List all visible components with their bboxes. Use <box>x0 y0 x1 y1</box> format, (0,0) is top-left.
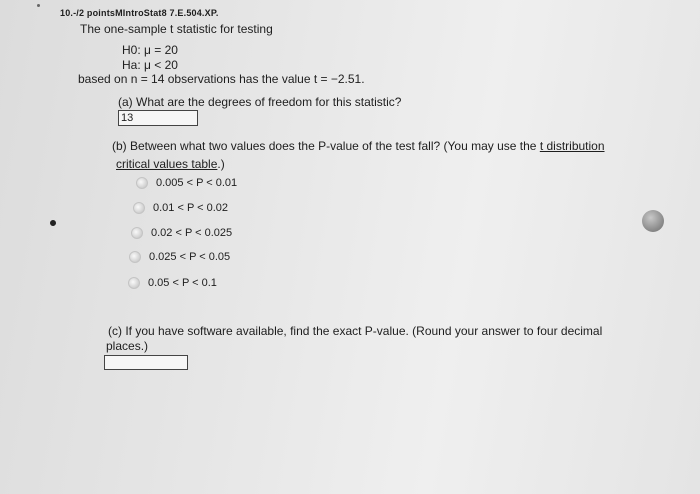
radio-icon[interactable] <box>128 277 140 289</box>
option-label: 0.01 < P < 0.02 <box>153 202 229 214</box>
observations-statement: based on n = 14 observations has the value t = −2.51. <box>78 72 365 86</box>
pvalue-option-3[interactable] <box>131 227 232 239</box>
null-hypothesis: H0: μ = 20 <box>122 43 178 57</box>
part-c-question-cont: places.) <box>106 339 149 353</box>
option-label: 0.05 < P < 0.1 <box>148 277 217 289</box>
scroll-knob-icon[interactable] <box>642 210 664 232</box>
corner-mark <box>37 4 40 7</box>
part-b-question-cont <box>116 157 225 171</box>
pvalue-option-1[interactable] <box>136 177 237 189</box>
part-a-question: (a) What are the degrees of freedom for this statistic? <box>118 95 402 109</box>
exact-pvalue-input[interactable] <box>104 355 188 370</box>
radio-icon[interactable] <box>136 177 148 189</box>
degrees-of-freedom-input[interactable]: 13 <box>118 110 198 126</box>
radio-icon[interactable] <box>129 251 141 263</box>
t-distribution-link[interactable]: t distribution <box>539 139 605 153</box>
radio-icon[interactable] <box>131 227 143 239</box>
radio-icon[interactable] <box>133 202 145 214</box>
option-label: 0.02 < P < 0.025 <box>151 227 233 239</box>
problem-header: 10.-/2 pointsMIntroStat8 7.E.504.XP. <box>60 8 219 18</box>
option-label: 0.005 < P < 0.01 <box>156 177 238 189</box>
part-b-question-end: .) <box>217 157 225 171</box>
critical-values-table-link[interactable]: critical values table <box>116 157 218 171</box>
part-c-question: (c) If you have software available, find the exact P-value. (Round your answer to four decimal <box>108 324 603 338</box>
pvalue-option-5[interactable] <box>128 277 217 289</box>
selection-marker-icon <box>49 219 57 227</box>
pvalue-option-2[interactable] <box>133 202 228 214</box>
pvalue-option-4[interactable] <box>129 251 230 263</box>
part-b-question <box>112 139 605 153</box>
part-b-question-text: (b) Between what two values does the P-value of the test fall? (You may use the <box>112 139 540 153</box>
problem-intro: The one-sample t statistic for testing <box>80 22 273 36</box>
alternative-hypothesis: Ha: μ < 20 <box>122 58 178 72</box>
option-label: 0.025 < P < 0.05 <box>149 251 231 263</box>
